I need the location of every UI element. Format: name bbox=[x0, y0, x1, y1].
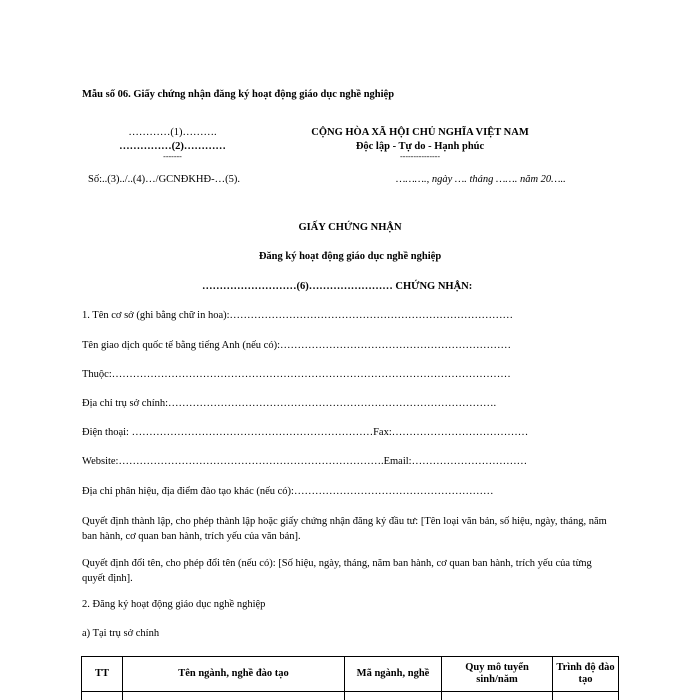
field-intl-name: Tên giao dịch quốc tế bằng tiếng Anh (nếu có):………………………………………………………… bbox=[82, 340, 511, 351]
header-training-level: Trình độ đào tạo bbox=[553, 657, 619, 692]
rename-paragraph: Quyết định đổi tên, cho phép đổi tên (nếu có): [Số hiệu, ngày, tháng, năm ban hành, cơ quan ban hành, trích yếu của từng quyết định]. bbox=[82, 558, 592, 584]
table-row bbox=[82, 692, 619, 700]
section-2-heading: 2. Đăng ký hoạt động giáo dục nghề nghiệp bbox=[82, 599, 266, 610]
table-cell bbox=[123, 692, 345, 700]
header-enrollment-scale: Quy mô tuyển sinh/năm bbox=[442, 657, 553, 692]
field-address: Địa chỉ trụ sở chính:…………………………………………………………………………………. bbox=[82, 398, 497, 409]
table-cell bbox=[442, 692, 553, 700]
decision-paragraph: Quyết định thành lập, cho phép thành lập hoặc giấy chứng nhận đăng ký đầu tư: [Tên loại văn bản, số hiệu, ngày, tháng, năm ban hành, cơ quan ban hành, trích yếu của văn bản]. bbox=[82, 516, 607, 542]
field-website-email: Website:………………………………………………………………….Email:…………………………… bbox=[82, 456, 528, 467]
table-header-row bbox=[82, 657, 619, 692]
country-name: CỘNG HÒA XÃ HỘI CHỦ NGHĨA VIỆT NAM bbox=[311, 127, 529, 138]
date-line: ………., ngày …. tháng ……. năm 20….. bbox=[396, 174, 566, 185]
form-title: Mẫu số 06. Giấy chứng nhận đăng ký hoạt động giáo dục nghề nghiệp bbox=[82, 89, 395, 100]
field-phone-fax: Điện thoại: ……………………………………………………………Fax:………………………………… bbox=[82, 427, 529, 438]
header-occupation-code: Mã ngành, nghề bbox=[345, 657, 442, 692]
certificate-subtitle: Đăng ký hoạt động giáo dục nghề nghiệp bbox=[258, 251, 442, 262]
field-facility-name: 1. Tên cơ sở (ghi bằng chữ in hoa):……………………………………………………………………… bbox=[82, 310, 514, 321]
reference-number: Số:..(3)../..(4)…/GCNĐKHĐ-…(5). bbox=[88, 174, 240, 185]
motto: Độc lập - Tự do - Hạnh phúc bbox=[355, 141, 485, 152]
header-index: TT bbox=[82, 657, 123, 692]
left-line-1: …………(1)………. bbox=[128, 127, 217, 138]
table-cell bbox=[345, 692, 442, 700]
table-cell bbox=[82, 692, 123, 700]
left-dashes: ------- bbox=[163, 152, 182, 161]
table-cell bbox=[553, 692, 619, 700]
header-occupation-name: Tên ngành, nghề đào tạo bbox=[123, 657, 345, 692]
field-belongs-to: Thuộc:…………………………………………………………………………………………………… bbox=[82, 369, 511, 380]
field-branches: Địa chỉ phân hiệu, địa điểm đào tạo khác (nếu có):………………………………………………… bbox=[82, 486, 494, 497]
section-2a-heading: a) Tại trụ sở chính bbox=[82, 628, 160, 639]
left-line-2: ……………(2)………… bbox=[119, 141, 226, 152]
right-dashes: --------------- bbox=[400, 152, 440, 161]
certificate-title: GIẤY CHỨNG NHẬN bbox=[298, 222, 402, 233]
registration-table bbox=[81, 656, 619, 700]
certifies-line: ………………………(6)…………………… CHỨNG NHẬN: bbox=[202, 281, 473, 292]
